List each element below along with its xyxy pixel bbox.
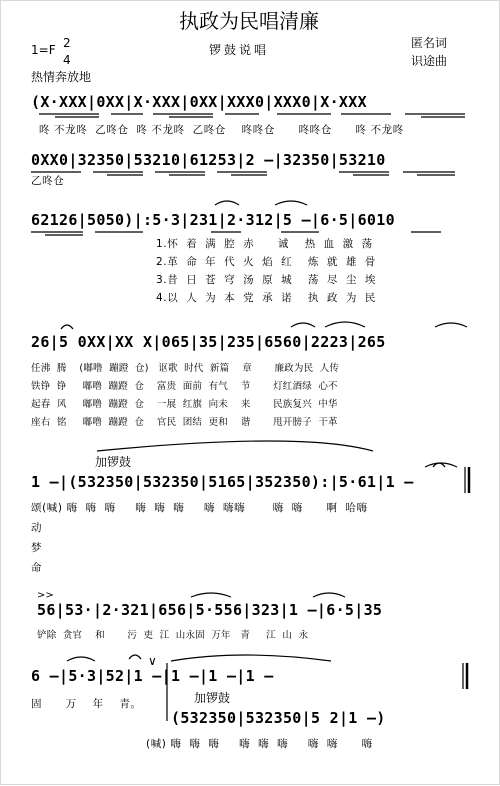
tempo-marking: 热情奔放地 <box>31 70 92 84</box>
system-3-notes: 62126|5050)|:5·3|231|2·312|5 –|6·5|6010 <box>31 211 395 229</box>
system-5-notes: 1 –|(532350|532350|5165|352350):|5·61|1 – <box>31 473 414 491</box>
system-6-lyrics: 铲除 贪官 和 污 吏 江 山永固 万年 青 江 山 永 <box>37 630 309 641</box>
genre-label: 锣鼓说唱 <box>209 43 270 57</box>
system-4-lyrics-verse-2: 铁铮 铮 嘟噜 蹦蹬 仓 富贵 面前 有气 节 灯红酒绿 心不 <box>31 381 338 392</box>
system-5-vertical-lyric-1: 动 <box>31 522 43 534</box>
system-2-lyrics: 乙咚仓 <box>31 175 65 187</box>
breath-mark: ∨ <box>148 654 157 668</box>
ending-notes: (532350|532350|5 2|1 –) <box>171 709 386 727</box>
system-5-vertical-lyric-2: 梦 <box>31 542 43 554</box>
key-signature: 1=F <box>31 43 56 57</box>
system-3-lyrics-verse-3: 3.昔 日 苍 穹 汤 原 城 荡 尽 尘 埃 <box>156 274 376 286</box>
lyricist-credit: 匿名词 <box>411 36 448 50</box>
system-3-lyrics-verse-2: 2.革 命 年 代 火 焰 红 炼 就 雄 骨 <box>156 256 376 268</box>
system-3-lyrics-verse-1: 1.怀 着 满 腔 赤 诚 热 血 激 荡 <box>156 238 373 250</box>
notation-marks <box>1 1 500 786</box>
system-4-lyrics-verse-4: 座右 铭 嘟噜 蹦蹬 仓 官民 团结 更和 谐 甩开膀子 干革 <box>31 417 338 428</box>
system-6-notes: 56|53·|2·321|656|5·556|323|1 –|6·5|35 <box>37 601 383 619</box>
system-5-annotation: 加锣鼓 <box>95 455 132 469</box>
system-2-notes: 0XX0|32350|53210|61253|2 –|32350|53210 <box>31 151 386 169</box>
accent-marks: >> <box>37 590 54 601</box>
score-title: 执政为民唱清廉 <box>179 9 319 33</box>
system-1-lyrics: 咚 不龙咚 乙咚仓 咚 不龙咚 乙咚仓 咚咚仓 咚咚仓 咚 不龙咚 <box>39 124 404 136</box>
ending-annotation: 加锣鼓 <box>194 691 231 705</box>
system-7-notes: 6 –|5·3|52|1 –|1 –|1 –|1 – <box>31 667 274 685</box>
system-7-lyrics: 固 万 年 青。 <box>31 698 142 710</box>
ending-lyrics: (喊) 嗨 嗨 嗨 嗨 嗨 嗨 嗨 嗨 嗨 <box>146 738 373 750</box>
system-5-lyrics: 颂(喊) 嗨 嗨 嗨 嗨 嗨 嗨 嗨 嗨嗨 嗨 嗨 啊 哈嗨 <box>31 502 368 514</box>
system-5-vertical-lyric-3: 命 <box>31 562 43 574</box>
system-4-lyrics-verse-3: 起春 风 嘟噜 蹦蹬 仓 一展 红旗 向未 来 民族复兴 中华 <box>31 399 338 410</box>
meter-numerator: 2 <box>63 36 71 50</box>
composer-credit: 识途曲 <box>411 54 448 68</box>
system-1-notes: (X·XXX|0XX|X·XXX|0XX|XXX0|XXX0|X·XXX <box>31 93 367 111</box>
system-4-lyrics-verse-1: 任沸 腾 (嘟噜 蹦蹬 仓) 讴歌 时代 新篇 章 廉政为民 人传 <box>31 363 340 374</box>
system-4-notes: 26|5 0XX|XX X|065|35|235|6560|2223|265 <box>31 333 386 351</box>
system-3-lyrics-verse-4: 4.以 人 为 本 党 承 诺 执 政 为 民 <box>156 292 376 304</box>
meter-denominator: 4 <box>63 53 71 67</box>
